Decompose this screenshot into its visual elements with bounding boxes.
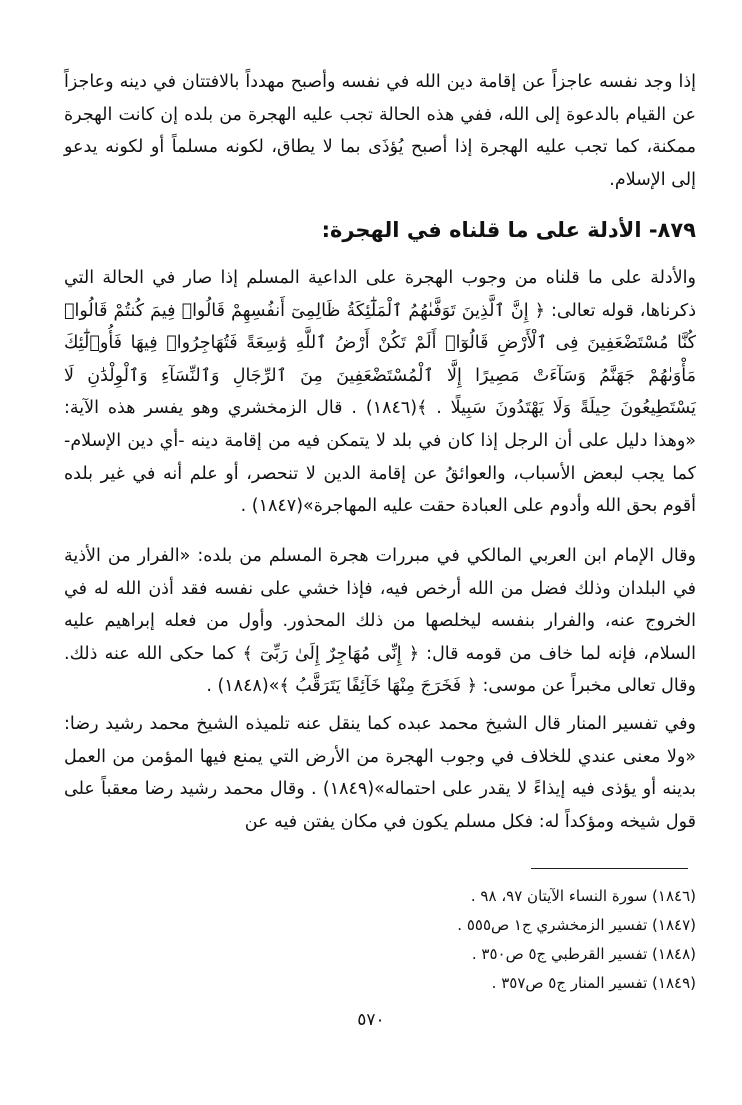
paragraph-evidence: والأدلة على ما قلناه من وجوب الهجرة على الداعية المسلم إذا صار في الحالة التي ذكرناها، قوله تعالى: ﴿ إِنَّ ٱلَّذِينَ تَوَفَّىٰهُمُ ٱلْمَلَٰٓئِكَةُ ظَالِمِىٓ أَنفُسِهِمْ قَالُوا۟ فِيمَ كُنتُمْ قَالُوا۟ كُنَّا مُسْتَضْعَفِينَ فِى ٱلْأَرْضِ قَالُوٓا۟ أَلَمْ تَكُنْ أَرْضُ ٱللَّهِ وَٰسِعَةً فَتُهَاجِرُوا۟ فِيهَا فَأُو۟لَٰٓئِكَ مَأْوَىٰهُمْ جَهَنَّمُ وَسَآءَتْ مَصِيرًا إِلَّا ٱلْمُسْتَضْعَفِينَ مِنَ ٱلرِّجَالِ وَٱلنِّسَآءِ وَٱلْوِلْدَٰنِ لَا يَسْتَطِيعُونَ حِيلَةً وَلَا يَهْتَدُونَ سَبِيلًا . ﴾(١٨٤٦) . قال الزمخشري وهو يفسر هذه الآية: «وهذا دليل على أن الرجل إذا كان في بلد لا يتمكن فيه من إقامة دينه -أي دين الإسلام- كما يجب لبعض الأسباب، والعوائقُ عن إقامة الدين لا تنحصر، أو علم أنه في غير بلده أقوم بحق الله وأدوم على العبادة حقت عليه المهاجرة»(١٨٤٧) . xyxy=(64,268,696,517)
section-heading: ٨٧٩- الأدلة على ما قلناه في الهجرة: xyxy=(321,218,696,242)
footnote-item: (١٨٤٩) تفسير المنار ج٥ ص٣٥٧ . xyxy=(491,974,696,992)
page-number: ٥٧٠ xyxy=(357,1010,385,1030)
footnote-item: (١٨٤٨) تفسير القرطبي ج٥ ص٣٥٠ . xyxy=(471,945,696,963)
footnotes-list xyxy=(296,882,696,998)
paragraph-ibn-arabi: وقال الإمام ابن العربي المالكي في مبررات هجرة المسلم من بلده: «الفرار من الأذية في البلدان وذلك فضل من الله أرخص فيه، فإذا خشي على نفسه فقد أذن الله له في الخروج عنه، والفرار بنفسه ليخلصها من ذلك المحذور. وأول من فعله إبراهيم عليه السلام، فإنه لما خاف من قومه قال: ﴿ إِنِّى مُهَاجِرٌ إِلَىٰ رَبِّىٓ ﴾ كما حكى الله عنه ذلك. وقال تعالى مخبراً عن موسى: ﴿ فَخَرَجَ مِنْهَا خَآئِفًا يَتَرَقَّبُ ﴾»(١٨٤٨) . xyxy=(64,546,696,697)
paragraph-al-manar: وفي تفسير المنار قال الشيخ محمد عبده كما ينقل عنه تلميذه الشيخ محمد رشيد رضا: «ولا معنى عندي للخلاف في وجوب الهجرة من الأرض التي يمنع فيها المؤمن من العمل بدينه أو يؤذى فيه إيذاءً لا يقدر على احتماله»(١٨٤٩) . وقال محمد رشيد رضا معقباً على قول شيخه ومؤكداً له: فكل مسلم يكون في مكان يفتن فيه عن xyxy=(64,714,696,832)
footnote-item: (١٨٤٦) سورة النساء الآيتان ٩٧، ٩٨ . xyxy=(470,887,696,905)
paragraph-intro: إذا وجد نفسه عاجزاً عن إقامة دين الله في نفسه وأصبح مهدداً بالافتتان في دينه وعاجزاً عن القيام بالدعوة إلى الله، ففي هذه الحالة تجب عليه الهجرة من بلده إن كانت الهجرة ممكنة، كما تجب عليه الهجرة إذا أصبح يُؤذَى بما لا يطاق، لكونه مسلماً أو لكونه يدعو إلى الإسلام. xyxy=(64,72,696,190)
footnote-item: (١٨٤٧) تفسير الزمخشري ج١ ص٥٥٥ . xyxy=(457,916,696,934)
footnote-separator xyxy=(531,868,688,869)
